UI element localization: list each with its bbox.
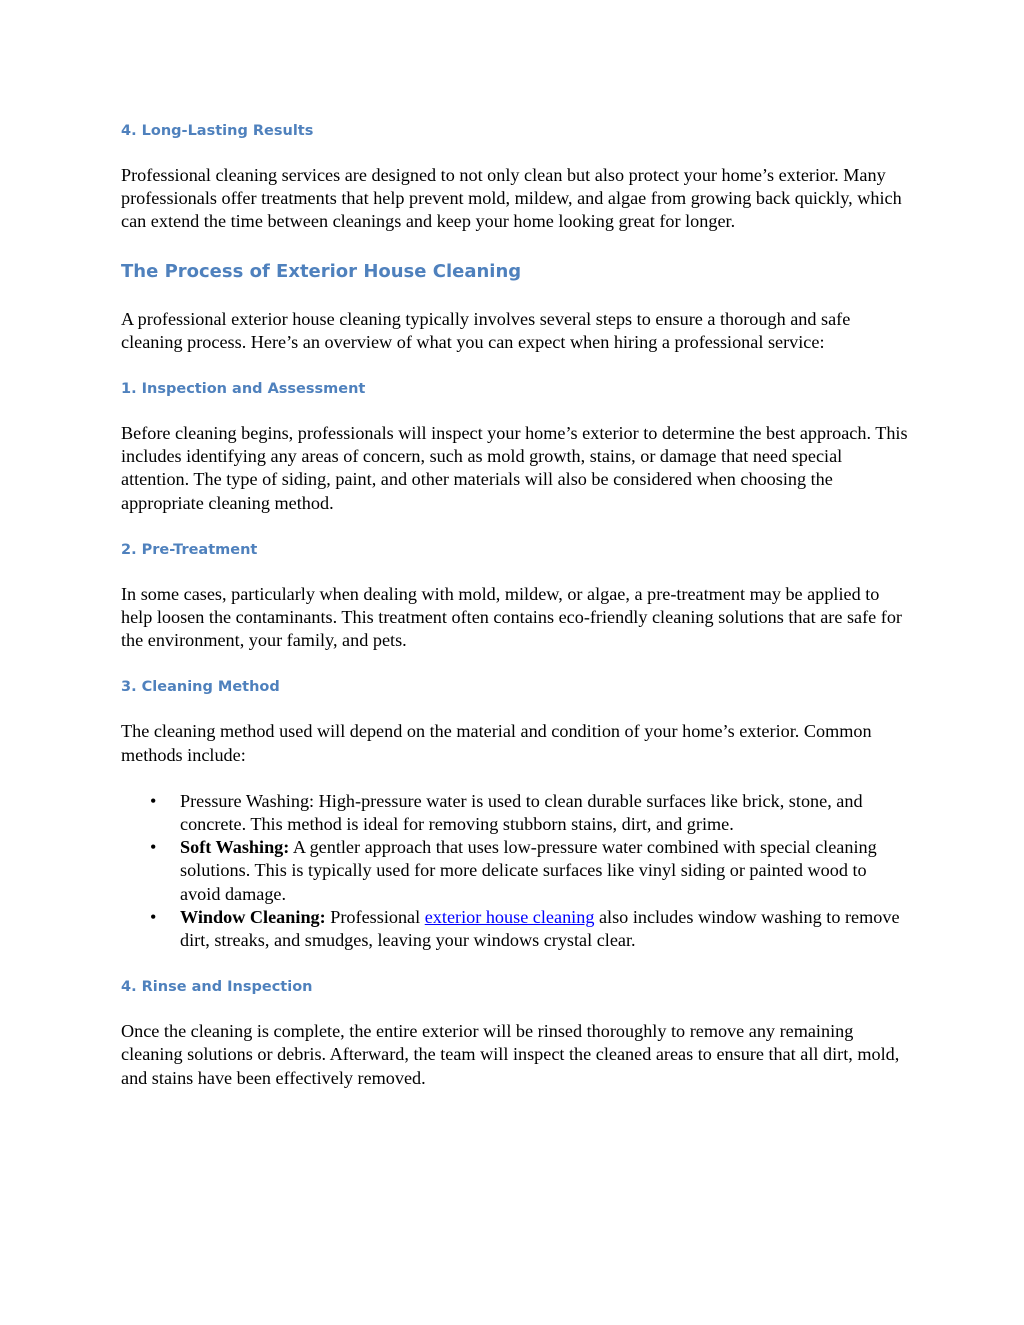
heading-pre-treatment: 2. Pre-Treatment xyxy=(121,541,258,558)
paragraph-process-intro: A professional exterior house cleaning typically involves several steps to ensure a thorough and safe cleaning process. Here’s an overview of what you can expect when hiring a professional service: xyxy=(121,308,851,352)
bullet-icon: • xyxy=(150,837,157,858)
list-item-text-after: also includes window washing to remove dirt, streaks, and smudges, leaving your windows crystal clear. xyxy=(180,906,900,951)
list-item-text-before: Professional xyxy=(325,906,425,927)
paragraph-inspection-assessment: Before cleaning begins, professionals will inspect your home’s exterior to determine the best approach. This includes identifying any areas of concern, such as mold growth, stains, or damage that need special attention. The type of siding, paint, and other materials will also be considered when choosing the appropriate cleaning method. xyxy=(121,423,908,513)
paragraph-cleaning-method: The cleaning method used will depend on the material and condition of your home’s exterior. Common methods include: xyxy=(121,721,872,765)
list-item-lead: Soft Washing: xyxy=(180,837,290,858)
heading-cleaning-method: 3. Cleaning Method xyxy=(121,679,280,696)
list-item-soft-washing xyxy=(121,836,911,906)
document-page xyxy=(121,116,911,1090)
heading-long-lasting-results: 4. Long-Lasting Results xyxy=(121,123,314,139)
paragraph-pre-treatment: In some cases, particularly when dealing with mold, mildew, or algae, a pre-treatment may be applied to help loosen the contaminants. This treatment often contains eco-friendly cleaning solutions that are safe for the environment, your family, and pets. xyxy=(121,583,902,651)
list-item-text: A gentler approach that uses low-pressure water combined with special cleaning solutions. This is typically used for more delicate surfaces like vinyl siding or painted wood to avoid damage. xyxy=(180,837,877,904)
heading-rinse-inspection: 4. Rinse and Inspection xyxy=(121,979,313,996)
heading-inspection-assessment: 1. Inspection and Assessment xyxy=(121,381,366,398)
bullet-icon: • xyxy=(150,906,157,927)
list-item-pressure-washing xyxy=(121,790,911,836)
paragraph-long-lasting-results: Professional cleaning services are designed to not only clean but also protect your home’s exterior. Many professionals offer treatments that help prevent mold, mildew, and algae from growing back quickly, which can extend the time between cleanings and keep your home looking great for longer. xyxy=(121,165,902,232)
bullet-icon: • xyxy=(150,790,157,811)
exterior-house-cleaning-link[interactable]: exterior house cleaning xyxy=(424,906,595,927)
heading-process: The Process of Exterior House Cleaning xyxy=(121,260,522,282)
list-item-window-cleaning xyxy=(121,906,911,952)
paragraph-rinse-inspection: Once the cleaning is complete, the entire exterior will be rinsed thoroughly to remove any remaining cleaning solutions or debris. Afterward, the team will inspect the cleaned areas to ensure that all dirt, mold, and stains have been effectively removed. xyxy=(121,1021,900,1088)
list-item-text: Pressure Washing: High-pressure water is used to clean durable surfaces like brick, stone, and concrete. This method is ideal for removing stubborn stains, dirt, and grime. xyxy=(180,790,863,835)
list-item-lead: Window Cleaning: xyxy=(180,906,326,927)
cleaning-methods-list xyxy=(121,790,911,952)
